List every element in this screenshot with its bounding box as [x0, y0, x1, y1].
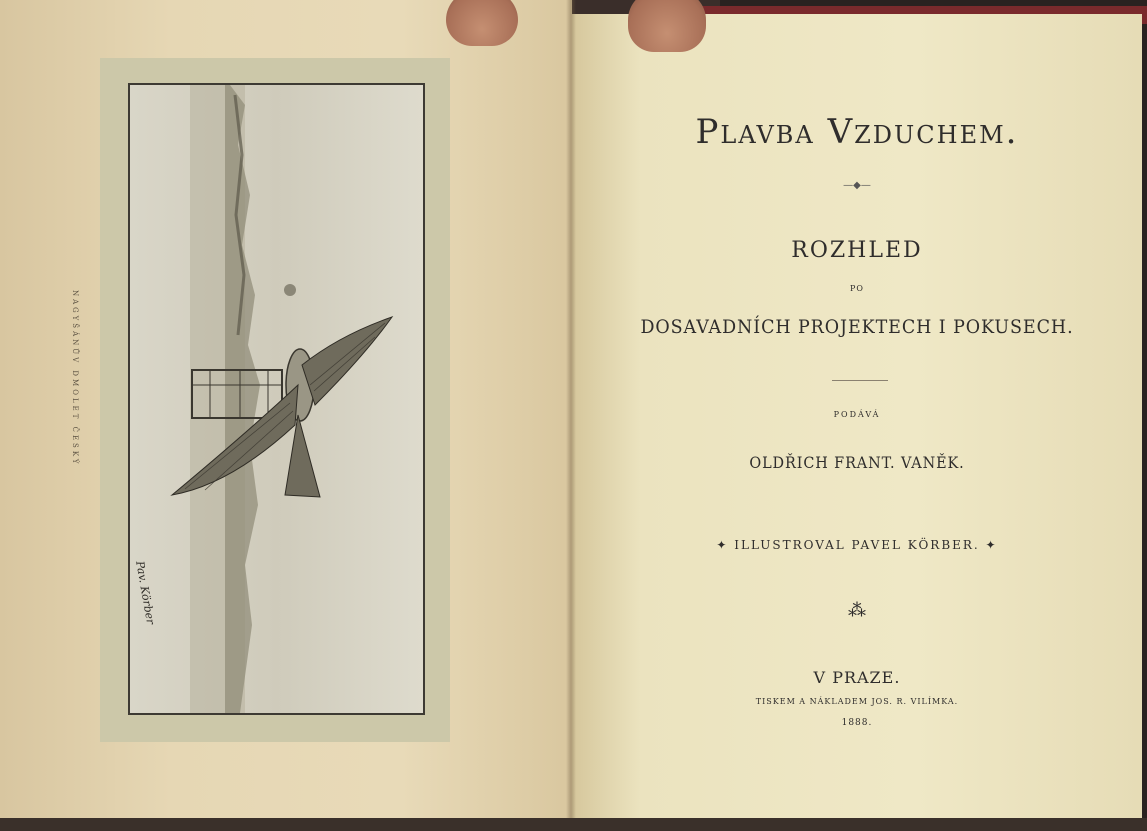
book-bottom-edge — [0, 818, 1147, 831]
finger — [446, 0, 518, 46]
presented-by-label: PODÁVÁ — [833, 410, 881, 419]
illustrator-credit: ✦ ILLUSTROVAL PAVEL KÖRBER. ✦ — [716, 538, 998, 552]
finger — [628, 0, 706, 52]
ornament-middle: ⁂ — [848, 600, 866, 621]
book-title: Plavba Vzduchem. — [695, 112, 1019, 152]
publication-city: V PRAZE. — [813, 668, 901, 687]
illustrator-signature: Pav. Körber — [133, 560, 158, 626]
subtitle-line-2: DOSAVADNÍCH PROJEKTECH I POKUSECH. — [640, 316, 1074, 338]
publication-year: 1888. — [841, 718, 873, 728]
subtitle-connector: PO — [850, 284, 864, 293]
flying-machine-drawing — [130, 85, 423, 713]
frontispiece-caption: NAGYŠÁNŮV DMOLET ČESKÝ — [71, 290, 79, 467]
divider-rule — [832, 380, 888, 381]
author-name: OLDŘICH FRANT. VANĚK. — [749, 453, 965, 472]
frontispiece-illustration — [128, 83, 425, 715]
subtitle: ROZHLED — [791, 238, 923, 263]
ornament-top: —◆— — [843, 180, 871, 191]
publisher-line: TISKEM A NÁKLADEM JOS. R. VILÍMKA. — [755, 697, 959, 706]
